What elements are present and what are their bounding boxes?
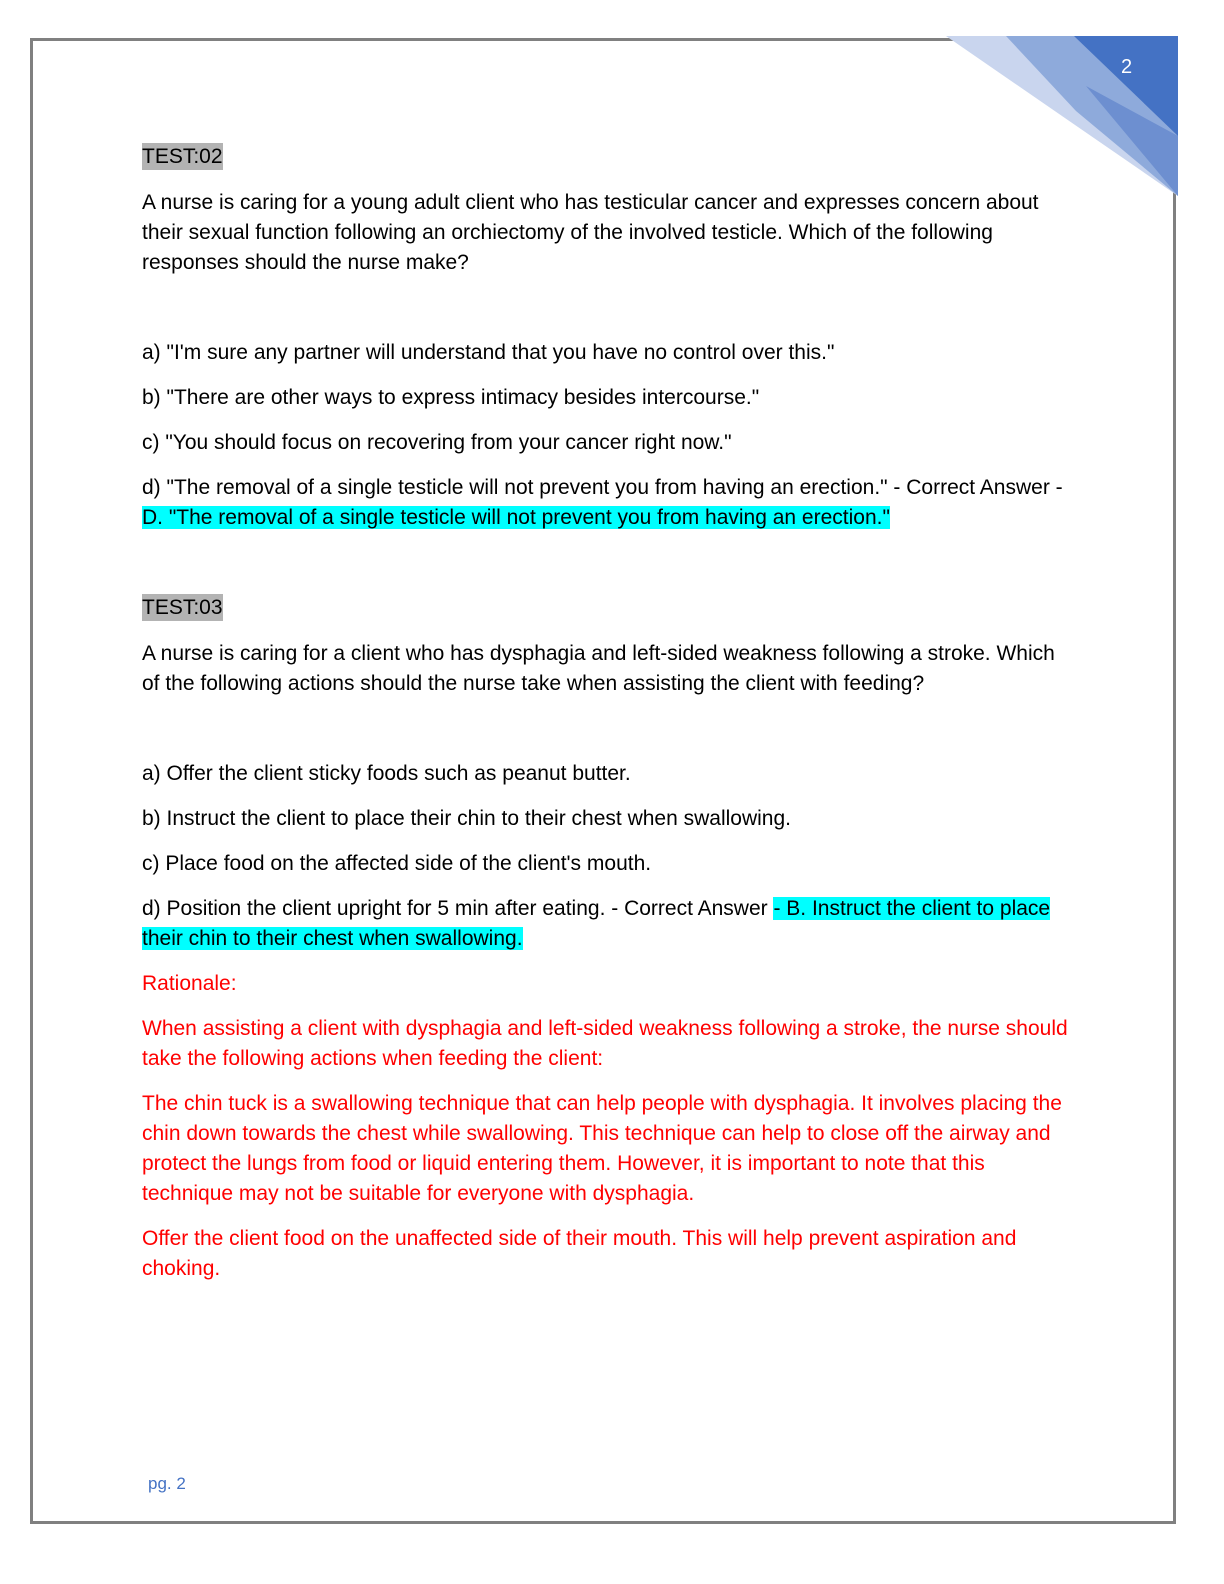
question-03: A nurse is caring for a client who has dysphagia and left-sided weakness following a stroke. Which of the following actions should the nurse take when assisting the client with feeding? <box>142 642 1055 695</box>
option-03-b: b) Instruct the client to place their chin to their chest when swallowing. <box>142 807 791 830</box>
option-02-d <box>142 473 1077 533</box>
rationale-paragraph-1: When assisting a client with dysphagia and left-sided weakness following a stroke, the nurse should take the following actions when feeding the client: <box>142 1017 1068 1070</box>
option-02-c: c) "You should focus on recovering from your cancer right now." <box>142 431 732 454</box>
rationale-paragraph-3: Offer the client food on the unaffected side of their mouth. This will help prevent aspiration and choking. <box>142 1227 1017 1280</box>
correct-answer-03: - B. Instruct the client to place their chin to their chest when swallowing. <box>142 897 1051 950</box>
option-02-d-text: d) "The removal of a single testicle will not prevent you from having an erection." - Correct Answer - <box>142 476 1063 499</box>
header-page-number: 2 <box>1121 56 1133 78</box>
test-label-02: TEST:02 <box>142 145 223 168</box>
test-label-03: TEST:03 <box>142 596 223 619</box>
option-02-a: a) "I'm sure any partner will understand that you have no control over this." <box>142 341 835 364</box>
option-03-d-text: d) Position the client upright for 5 min after eating. - Correct Answer <box>142 897 774 920</box>
option-03-d <box>142 894 1077 954</box>
question-02: A nurse is caring for a young adult client who has testicular cancer and expresses concern about their sexual function following an orchiectomy of the involved testicle. Which of the following responses should the nurse make? <box>142 191 1039 274</box>
footer-page-label: pg. 2 <box>148 1474 186 1493</box>
rationale-heading: Rationale: <box>142 972 237 995</box>
rationale-paragraph-2: The chin tuck is a swallowing technique that can help people with dysphagia. It involves placing the chin down towards the chest while swallowing. This technique can help to close off the airway and protect the lungs from food or liquid entering them. However, it is important to note that this technique may not be suitable for everyone with dysphagia. <box>142 1092 1062 1205</box>
correct-answer-02: D. "The removal of a single testicle will not prevent you from having an erection." <box>142 506 890 529</box>
option-03-a: a) Offer the client sticky foods such as peanut butter. <box>142 762 631 785</box>
option-03-c: c) Place food on the affected side of the client's mouth. <box>142 852 652 875</box>
option-02-b: b) "There are other ways to express intimacy besides intercourse." <box>142 386 760 409</box>
document-body <box>142 142 1077 1284</box>
